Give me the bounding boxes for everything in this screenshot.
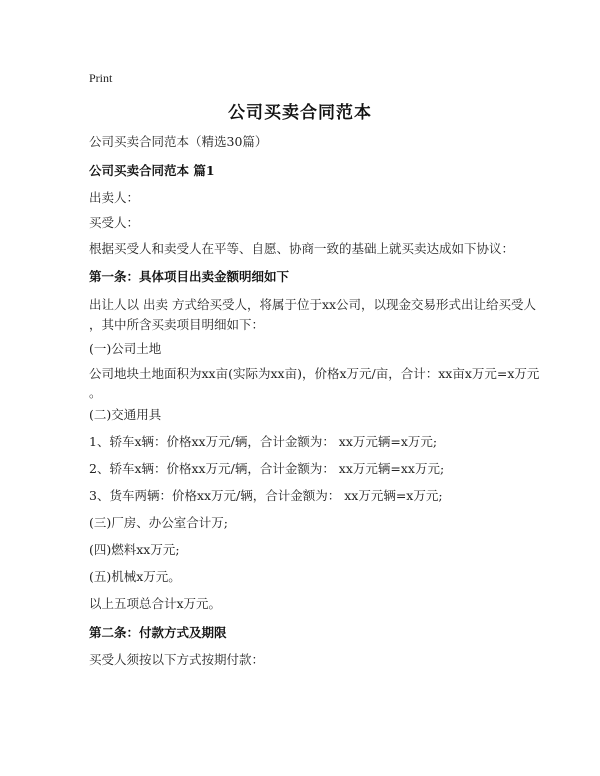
article2-heading: 第二条：付款方式及期限: [89, 625, 227, 640]
vehicle-line-3: 3、货车两辆：价格xx万元/辆，合计金额为： xx万元辆=x万元;: [89, 488, 443, 503]
article1-text-line1: 出让人以 出卖 方式给买受人，将属于位于xx公司，以现金交易形式出让给买受人: [89, 297, 537, 312]
section-heading: 公司买卖合同范本 篇1: [89, 163, 215, 178]
total-line: 以上五项总合计x万元。: [89, 596, 222, 611]
seller-line: 出卖人：: [89, 190, 140, 205]
vehicle-line-1: 1、轿车x辆：价格xx万元/辆，合计金额为： xx万元辆=x万元;: [89, 434, 438, 449]
item1-text-line2: 。: [89, 385, 102, 400]
item5-line: (五)机械x万元。: [89, 569, 181, 584]
print-label[interactable]: Print: [89, 71, 113, 85]
vehicle-line-2: 2、轿车x辆：价格xx万元/辆，合计金额为： xx万元辆=xx万元;: [89, 461, 445, 476]
article1-text-line2: ，其中所含买卖项目明细如下：: [89, 317, 265, 332]
item4-line: (四)燃料xx万元;: [89, 542, 180, 557]
item3-line: (三)厂房、办公室合计万;: [89, 515, 228, 530]
item2-heading: (二)交通用具: [89, 407, 162, 422]
buyer-line: 买受人：: [89, 215, 140, 230]
article2-text: 买受人须按以下方式按期付款：: [89, 652, 265, 667]
intro-paragraph: 根据买受人和卖受人在平等、自愿、协商一致的基础上就买卖达成如下协议：: [89, 241, 515, 256]
article1-heading: 第一条：具体项目出卖金额明细如下: [89, 269, 290, 284]
item1-heading: (一)公司土地: [89, 341, 162, 356]
subtitle: 公司买卖合同范本（精选30篇）: [89, 134, 268, 149]
item1-text-line1: 公司地块土地面积为xx亩(实际为xx亩)，价格x万元/亩，合计：xx亩x万元=x万元: [89, 366, 540, 381]
document-title: 公司买卖合同范本: [228, 103, 372, 123]
